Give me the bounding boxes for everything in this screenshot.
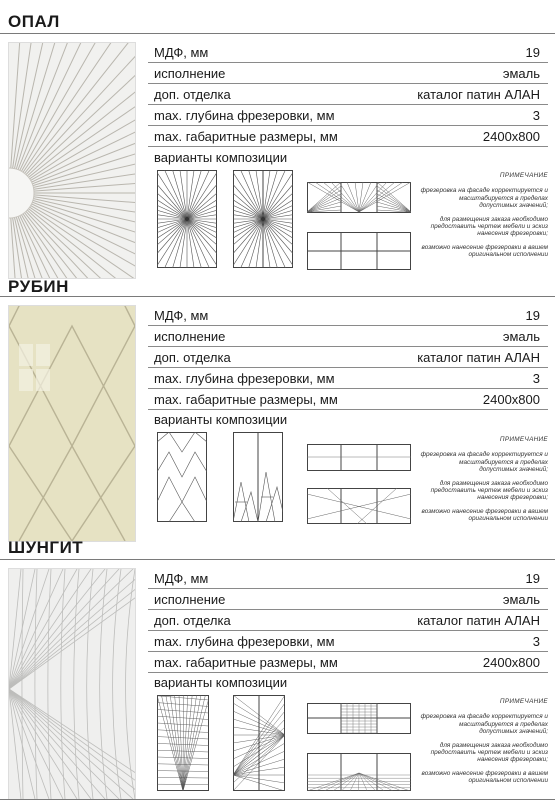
spec-row bbox=[148, 389, 548, 410]
spec-value: 3 bbox=[532, 634, 540, 649]
spec-row bbox=[148, 568, 548, 589]
variant-drawing-3 bbox=[307, 182, 411, 270]
spec-row bbox=[148, 610, 548, 631]
divider bbox=[0, 296, 555, 297]
spec-row bbox=[148, 42, 548, 63]
spec-table bbox=[148, 305, 548, 410]
note-text: фрезеровка на фасаде корректируется и масштабируется в пределах допустимых значений; bbox=[420, 713, 548, 736]
note-heading: ПРИМЕЧАНИЕ bbox=[499, 436, 548, 443]
spec-label: исполнение bbox=[154, 329, 226, 344]
section-title: РУБИН bbox=[8, 277, 69, 296]
note-heading: ПРИМЕЧАНИЕ bbox=[499, 698, 548, 705]
spec-value: 2400x800 bbox=[482, 392, 540, 407]
spec-row bbox=[148, 63, 548, 84]
spec-row bbox=[148, 326, 548, 347]
product-photo bbox=[8, 42, 136, 279]
spec-label: max. глубина фрезеровки, мм bbox=[154, 108, 335, 123]
bottom-divider bbox=[0, 799, 555, 800]
note bbox=[420, 698, 548, 791]
variants-label: варианты композиции bbox=[154, 412, 288, 427]
spec-value: 2400x800 bbox=[482, 655, 540, 670]
spec-value: 19 bbox=[525, 45, 540, 60]
section-title: ОПАЛ bbox=[8, 12, 60, 31]
variant-drawing-2 bbox=[233, 695, 285, 791]
spec-value: 3 bbox=[532, 371, 540, 386]
spec-label: исполнение bbox=[154, 592, 226, 607]
spec-value: 19 bbox=[525, 308, 540, 323]
spec-label: исполнение bbox=[154, 66, 226, 81]
product-photo bbox=[8, 568, 136, 800]
spec-label: max. глубина фрезеровки, мм bbox=[154, 371, 335, 386]
spec-label: МДФ, мм bbox=[154, 45, 209, 60]
spec-value: каталог патин АЛАН bbox=[417, 350, 540, 365]
variant-drawing-1 bbox=[157, 695, 209, 791]
spec-value: 2400x800 bbox=[482, 129, 540, 144]
spec-row bbox=[148, 126, 548, 147]
spec-row bbox=[148, 652, 548, 673]
note-text: возможно нанесение фрезеровки в вашем оригинальном исполнении bbox=[421, 243, 548, 259]
divider bbox=[0, 559, 555, 560]
spec-value: 19 bbox=[525, 571, 540, 586]
variants-label: варианты композиции bbox=[154, 150, 288, 165]
spec-row bbox=[148, 105, 548, 126]
variant-drawing-3 bbox=[307, 703, 411, 791]
spec-row bbox=[148, 347, 548, 368]
spec-row bbox=[148, 368, 548, 389]
spec-value: эмаль bbox=[502, 329, 540, 344]
variant-drawing-1 bbox=[157, 432, 207, 522]
section-title: ШУНГИТ bbox=[8, 538, 84, 557]
variant-drawing-2 bbox=[233, 432, 283, 522]
spec-label: max. глубина фрезеровки, мм bbox=[154, 634, 335, 649]
spec-label: max. габаритные размеры, мм bbox=[154, 392, 338, 407]
note-text: возможно нанесение фрезеровки в вашем оригинальном исполнении bbox=[421, 507, 548, 523]
spec-value: эмаль bbox=[502, 592, 540, 607]
spec-label: МДФ, мм bbox=[154, 308, 209, 323]
note-heading: ПРИМЕЧАНИЕ bbox=[499, 172, 548, 179]
spec-row bbox=[148, 305, 548, 326]
divider bbox=[0, 33, 555, 34]
spec-label: доп. отделка bbox=[154, 350, 231, 365]
spec-table bbox=[148, 42, 548, 147]
note-text: для размещения заказа необходимо предоставить чертеж мебели и эскиз нанесения фрезеровки; bbox=[430, 741, 548, 764]
section-opal bbox=[0, 0, 555, 270]
spec-value: эмаль bbox=[502, 66, 540, 81]
spec-value: каталог патин АЛАН bbox=[417, 613, 540, 628]
spec-label: доп. отделка bbox=[154, 87, 231, 102]
spec-value: каталог патин АЛАН bbox=[417, 87, 540, 102]
spec-row bbox=[148, 84, 548, 105]
note-text: возможно нанесение фрезеровки в вашем оригинальном исполнении bbox=[421, 769, 548, 785]
variants-label: варианты композиции bbox=[154, 675, 288, 690]
spec-label: доп. отделка bbox=[154, 613, 231, 628]
spec-label: МДФ, мм bbox=[154, 571, 209, 586]
spec-table bbox=[148, 568, 548, 673]
note-text: для размещения заказа необходимо предоставить чертеж мебели и эскиз нанесения фрезеровки; bbox=[430, 479, 548, 502]
note-text: фрезеровка на фасаде корректируется и масштабируется в пределах допустимых значений; bbox=[420, 187, 548, 210]
note-text: для размещения заказа необходимо предоставить чертеж мебели и эскиз нанесения фрезеровки; bbox=[430, 215, 548, 238]
section-rubin bbox=[0, 270, 555, 538]
variant-drawing-1 bbox=[157, 170, 217, 268]
spec-label: max. габаритные размеры, мм bbox=[154, 129, 338, 144]
product-photo bbox=[8, 305, 136, 542]
section-shungit bbox=[0, 538, 555, 804]
spec-label: max. габаритные размеры, мм bbox=[154, 655, 338, 670]
note bbox=[420, 436, 548, 529]
variant-drawing-2 bbox=[233, 170, 293, 268]
variant-drawing-3 bbox=[307, 444, 411, 524]
spec-row bbox=[148, 631, 548, 652]
spec-value: 3 bbox=[532, 108, 540, 123]
spec-row bbox=[148, 589, 548, 610]
note-text: фрезеровка на фасаде корректируется и масштабируется в пределах допустимых значений; bbox=[420, 451, 548, 474]
note bbox=[420, 172, 548, 265]
